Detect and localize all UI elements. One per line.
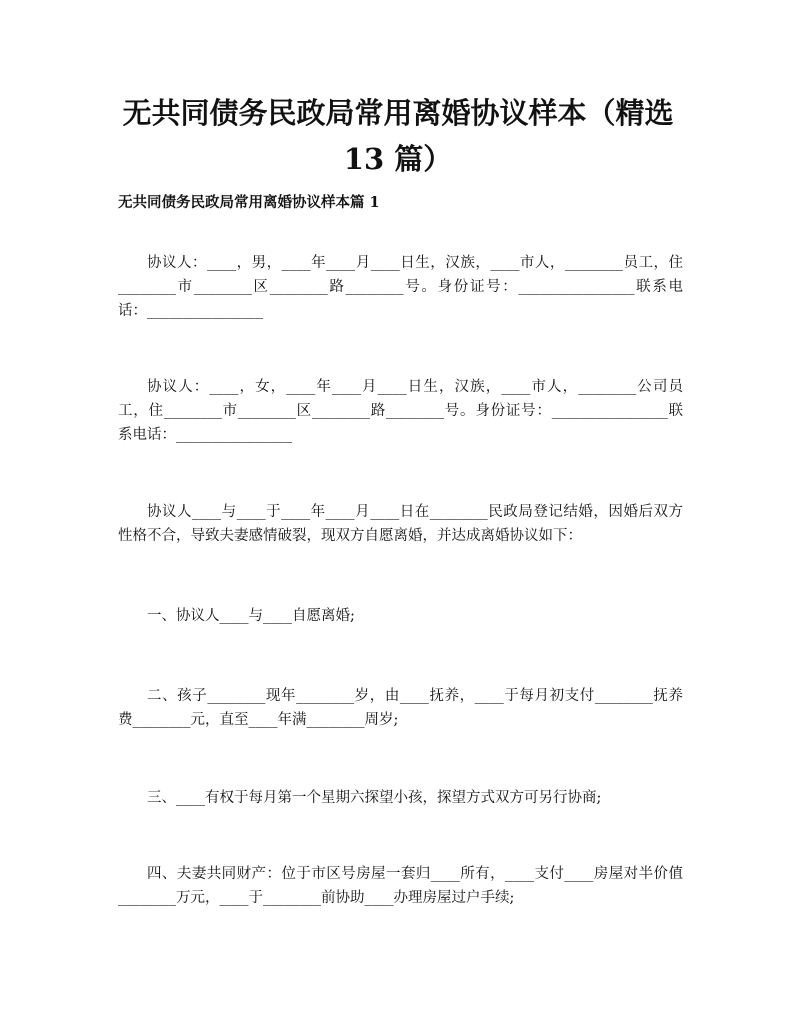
paragraph-clause-1: 一、协议人____与____自愿离婚; xyxy=(147,608,355,624)
paragraph-clause-4: 四、夫妻共同财产：位于市区号房屋一套归____所有，____支付____房屋对半价值________万元，____于________前协助____办理房屋过户手续; xyxy=(118,866,683,906)
paragraph-party-male: 协议人：____，男，____年____月____日生，汉族，____市人，________员工，住________市________区________路________号。身份证号：________________联系电话：________________ xyxy=(118,255,683,319)
paragraph-clause-3: 三、____有权于每月第一个星期六探望小孩，探望方式双方可另行协商; xyxy=(147,790,602,806)
paragraph-clause-2: 二、孩子________现年________岁，由____抚养，____于每月初支付________抚养费________元，直至____年满________周岁; xyxy=(118,688,683,728)
document-title-line-2: 13 篇） xyxy=(343,142,453,176)
paragraph-party-female: 协议人：____，女，____年____月____日生，汉族，____市人，________公司员工，住________市________区________路________号。身份证号：________________联系电话：________________ xyxy=(118,379,683,443)
section-heading: 无共同债务民政局常用离婚协议样本篇 1 xyxy=(118,194,380,211)
paragraph-marriage-background: 协议人____与____于____年____月____日在________民政局登记结婚，因婚后双方性格不合，导致夫妻感情破裂，现双方自愿离婚，并达成离婚协议如下： xyxy=(118,504,683,544)
document-title-line-1: 无共同债务民政局常用离婚协议样本（精选 xyxy=(122,96,674,130)
